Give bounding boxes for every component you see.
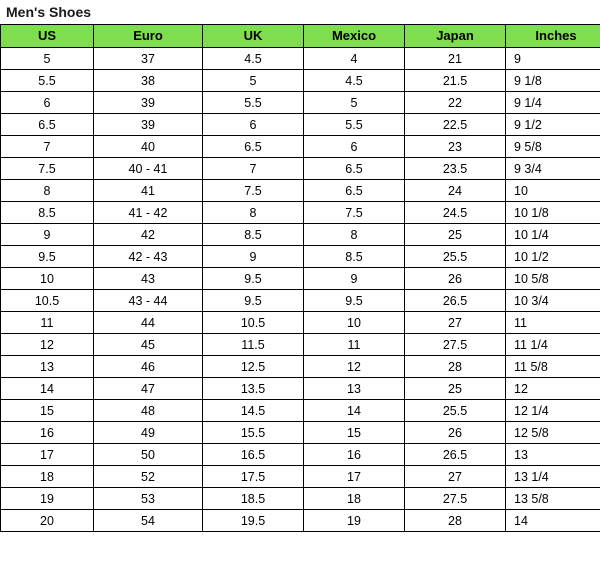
table-cell: 22 <box>405 92 506 114</box>
table-cell: 8 <box>304 224 405 246</box>
table-cell: 45 <box>94 334 203 356</box>
table-cell: 41 - 42 <box>94 202 203 224</box>
page-title: Men's Shoes <box>6 4 92 20</box>
table-cell: 10 5/8 <box>506 268 600 290</box>
table-cell: 26.5 <box>405 290 506 312</box>
table-cell: 19 <box>1 488 94 510</box>
table-cell: 38 <box>94 70 203 92</box>
table-row <box>1 510 600 532</box>
table-row <box>1 378 600 400</box>
table-cell: 41 <box>94 180 203 202</box>
table-cell: 5 <box>1 48 94 70</box>
table-cell: 54 <box>94 510 203 532</box>
table-cell: 18.5 <box>203 488 304 510</box>
table-cell: 7 <box>203 158 304 180</box>
table-cell: 11 <box>506 312 600 334</box>
table-header <box>1 25 600 48</box>
table-cell: 27 <box>405 312 506 334</box>
table-cell: 9.5 <box>1 246 94 268</box>
column-header-euro: Euro <box>94 25 203 48</box>
column-header-inches: Inches <box>506 25 600 48</box>
table-cell: 18 <box>1 466 94 488</box>
table-cell: 8.5 <box>304 246 405 268</box>
table-cell: 8.5 <box>1 202 94 224</box>
table-cell: 5 <box>203 70 304 92</box>
table-cell: 28 <box>405 356 506 378</box>
table-cell: 25.5 <box>405 246 506 268</box>
table-cell: 10 <box>304 312 405 334</box>
table-cell: 7.5 <box>203 180 304 202</box>
table-cell: 53 <box>94 488 203 510</box>
table-cell: 46 <box>94 356 203 378</box>
table-cell: 9.5 <box>304 290 405 312</box>
table-cell: 4 <box>304 48 405 70</box>
table-cell: 27.5 <box>405 334 506 356</box>
table-cell: 22.5 <box>405 114 506 136</box>
table-cell: 7.5 <box>1 158 94 180</box>
table-cell: 39 <box>94 92 203 114</box>
table-cell: 26 <box>405 422 506 444</box>
column-header-japan: Japan <box>405 25 506 48</box>
table-cell: 42 <box>94 224 203 246</box>
table-cell: 9 3/4 <box>506 158 600 180</box>
table-cell: 8 <box>203 202 304 224</box>
table-cell: 24 <box>405 180 506 202</box>
table-cell: 4.5 <box>304 70 405 92</box>
table-cell: 12 <box>506 378 600 400</box>
table-row <box>1 356 600 378</box>
table-cell: 13 <box>506 444 600 466</box>
table-cell: 5.5 <box>1 70 94 92</box>
table-cell: 26 <box>405 268 506 290</box>
table-row <box>1 334 600 356</box>
table-cell: 9 1/2 <box>506 114 600 136</box>
table-row <box>1 180 600 202</box>
table-cell: 12.5 <box>203 356 304 378</box>
table-cell: 40 <box>94 136 203 158</box>
table-cell: 10 <box>506 180 600 202</box>
table-cell: 12 1/4 <box>506 400 600 422</box>
table-cell: 5.5 <box>304 114 405 136</box>
table-cell: 5 <box>304 92 405 114</box>
table-cell: 14 <box>304 400 405 422</box>
table-cell: 9 <box>1 224 94 246</box>
table-row <box>1 268 600 290</box>
table-cell: 25 <box>405 224 506 246</box>
table-cell: 17 <box>1 444 94 466</box>
table-row <box>1 290 600 312</box>
table-cell: 12 <box>1 334 94 356</box>
table-cell: 44 <box>94 312 203 334</box>
table-cell: 18 <box>304 488 405 510</box>
table-cell: 6 <box>1 92 94 114</box>
table-row <box>1 246 600 268</box>
table-cell: 17 <box>304 466 405 488</box>
table-cell: 10 1/8 <box>506 202 600 224</box>
table-body <box>1 48 600 532</box>
table-cell: 24.5 <box>405 202 506 224</box>
table-cell: 14 <box>506 510 600 532</box>
table-cell: 28 <box>405 510 506 532</box>
table-cell: 11 1/4 <box>506 334 600 356</box>
column-header-uk: UK <box>203 25 304 48</box>
table-cell: 15.5 <box>203 422 304 444</box>
table-cell: 6.5 <box>304 180 405 202</box>
table-cell: 16.5 <box>203 444 304 466</box>
table-cell: 13 <box>1 356 94 378</box>
table-row <box>1 70 600 92</box>
table-cell: 11 5/8 <box>506 356 600 378</box>
table-cell: 25.5 <box>405 400 506 422</box>
table-cell: 9 <box>506 48 600 70</box>
table-cell: 9 1/4 <box>506 92 600 114</box>
table-cell: 47 <box>94 378 203 400</box>
table-cell: 49 <box>94 422 203 444</box>
table-header-row <box>1 25 600 48</box>
table-cell: 23 <box>405 136 506 158</box>
table-cell: 6 <box>203 114 304 136</box>
table-cell: 9.5 <box>203 290 304 312</box>
table-row <box>1 158 600 180</box>
table-cell: 50 <box>94 444 203 466</box>
table-cell: 6.5 <box>1 114 94 136</box>
table-cell: 40 - 41 <box>94 158 203 180</box>
table-row <box>1 224 600 246</box>
table-row <box>1 488 600 510</box>
table-cell: 43 <box>94 268 203 290</box>
table-cell: 15 <box>304 422 405 444</box>
table-cell: 23.5 <box>405 158 506 180</box>
table-row <box>1 136 600 158</box>
table-cell: 26.5 <box>405 444 506 466</box>
table-cell: 6.5 <box>203 136 304 158</box>
table-cell: 11 <box>304 334 405 356</box>
table-row <box>1 202 600 224</box>
table-cell: 10 3/4 <box>506 290 600 312</box>
table-cell: 17.5 <box>203 466 304 488</box>
table-cell: 7.5 <box>304 202 405 224</box>
table-cell: 25 <box>405 378 506 400</box>
table-cell: 8.5 <box>203 224 304 246</box>
table-row <box>1 422 600 444</box>
table-cell: 10.5 <box>203 312 304 334</box>
column-header-us: US <box>1 25 94 48</box>
table-cell: 48 <box>94 400 203 422</box>
table-cell: 9 1/8 <box>506 70 600 92</box>
table-cell: 8 <box>1 180 94 202</box>
table-cell: 27 <box>405 466 506 488</box>
table-cell: 10 1/2 <box>506 246 600 268</box>
table-cell: 20 <box>1 510 94 532</box>
table-row <box>1 466 600 488</box>
table-cell: 9 <box>203 246 304 268</box>
table-cell: 9.5 <box>203 268 304 290</box>
column-header-mexico: Mexico <box>304 25 405 48</box>
table-cell: 15 <box>1 400 94 422</box>
table-row <box>1 312 600 334</box>
table-row <box>1 444 600 466</box>
table-cell: 13 5/8 <box>506 488 600 510</box>
table-cell: 27.5 <box>405 488 506 510</box>
table-cell: 13 <box>304 378 405 400</box>
table-cell: 9 <box>304 268 405 290</box>
table-cell: 10.5 <box>1 290 94 312</box>
table-cell: 13 1/4 <box>506 466 600 488</box>
table-cell: 6 <box>304 136 405 158</box>
table-row <box>1 92 600 114</box>
table-row <box>1 114 600 136</box>
table-row <box>1 48 600 70</box>
table-cell: 11 <box>1 312 94 334</box>
table-cell: 16 <box>304 444 405 466</box>
table-cell: 4.5 <box>203 48 304 70</box>
table-cell: 9 5/8 <box>506 136 600 158</box>
table-cell: 21.5 <box>405 70 506 92</box>
table-cell: 21 <box>405 48 506 70</box>
table-cell: 13.5 <box>203 378 304 400</box>
table-cell: 43 - 44 <box>94 290 203 312</box>
table-cell: 52 <box>94 466 203 488</box>
table-cell: 39 <box>94 114 203 136</box>
table-cell: 11.5 <box>203 334 304 356</box>
table-cell: 19 <box>304 510 405 532</box>
table-cell: 14.5 <box>203 400 304 422</box>
table-cell: 37 <box>94 48 203 70</box>
table-cell: 5.5 <box>203 92 304 114</box>
table-cell: 42 - 43 <box>94 246 203 268</box>
table-cell: 10 1/4 <box>506 224 600 246</box>
table-cell: 12 5/8 <box>506 422 600 444</box>
table-cell: 7 <box>1 136 94 158</box>
shoe-size-table <box>0 24 600 532</box>
table-cell: 16 <box>1 422 94 444</box>
table-cell: 12 <box>304 356 405 378</box>
table-cell: 19.5 <box>203 510 304 532</box>
table-cell: 10 <box>1 268 94 290</box>
bottom-spacer <box>0 532 600 560</box>
table-cell: 6.5 <box>304 158 405 180</box>
table-row <box>1 400 600 422</box>
table-cell: 14 <box>1 378 94 400</box>
